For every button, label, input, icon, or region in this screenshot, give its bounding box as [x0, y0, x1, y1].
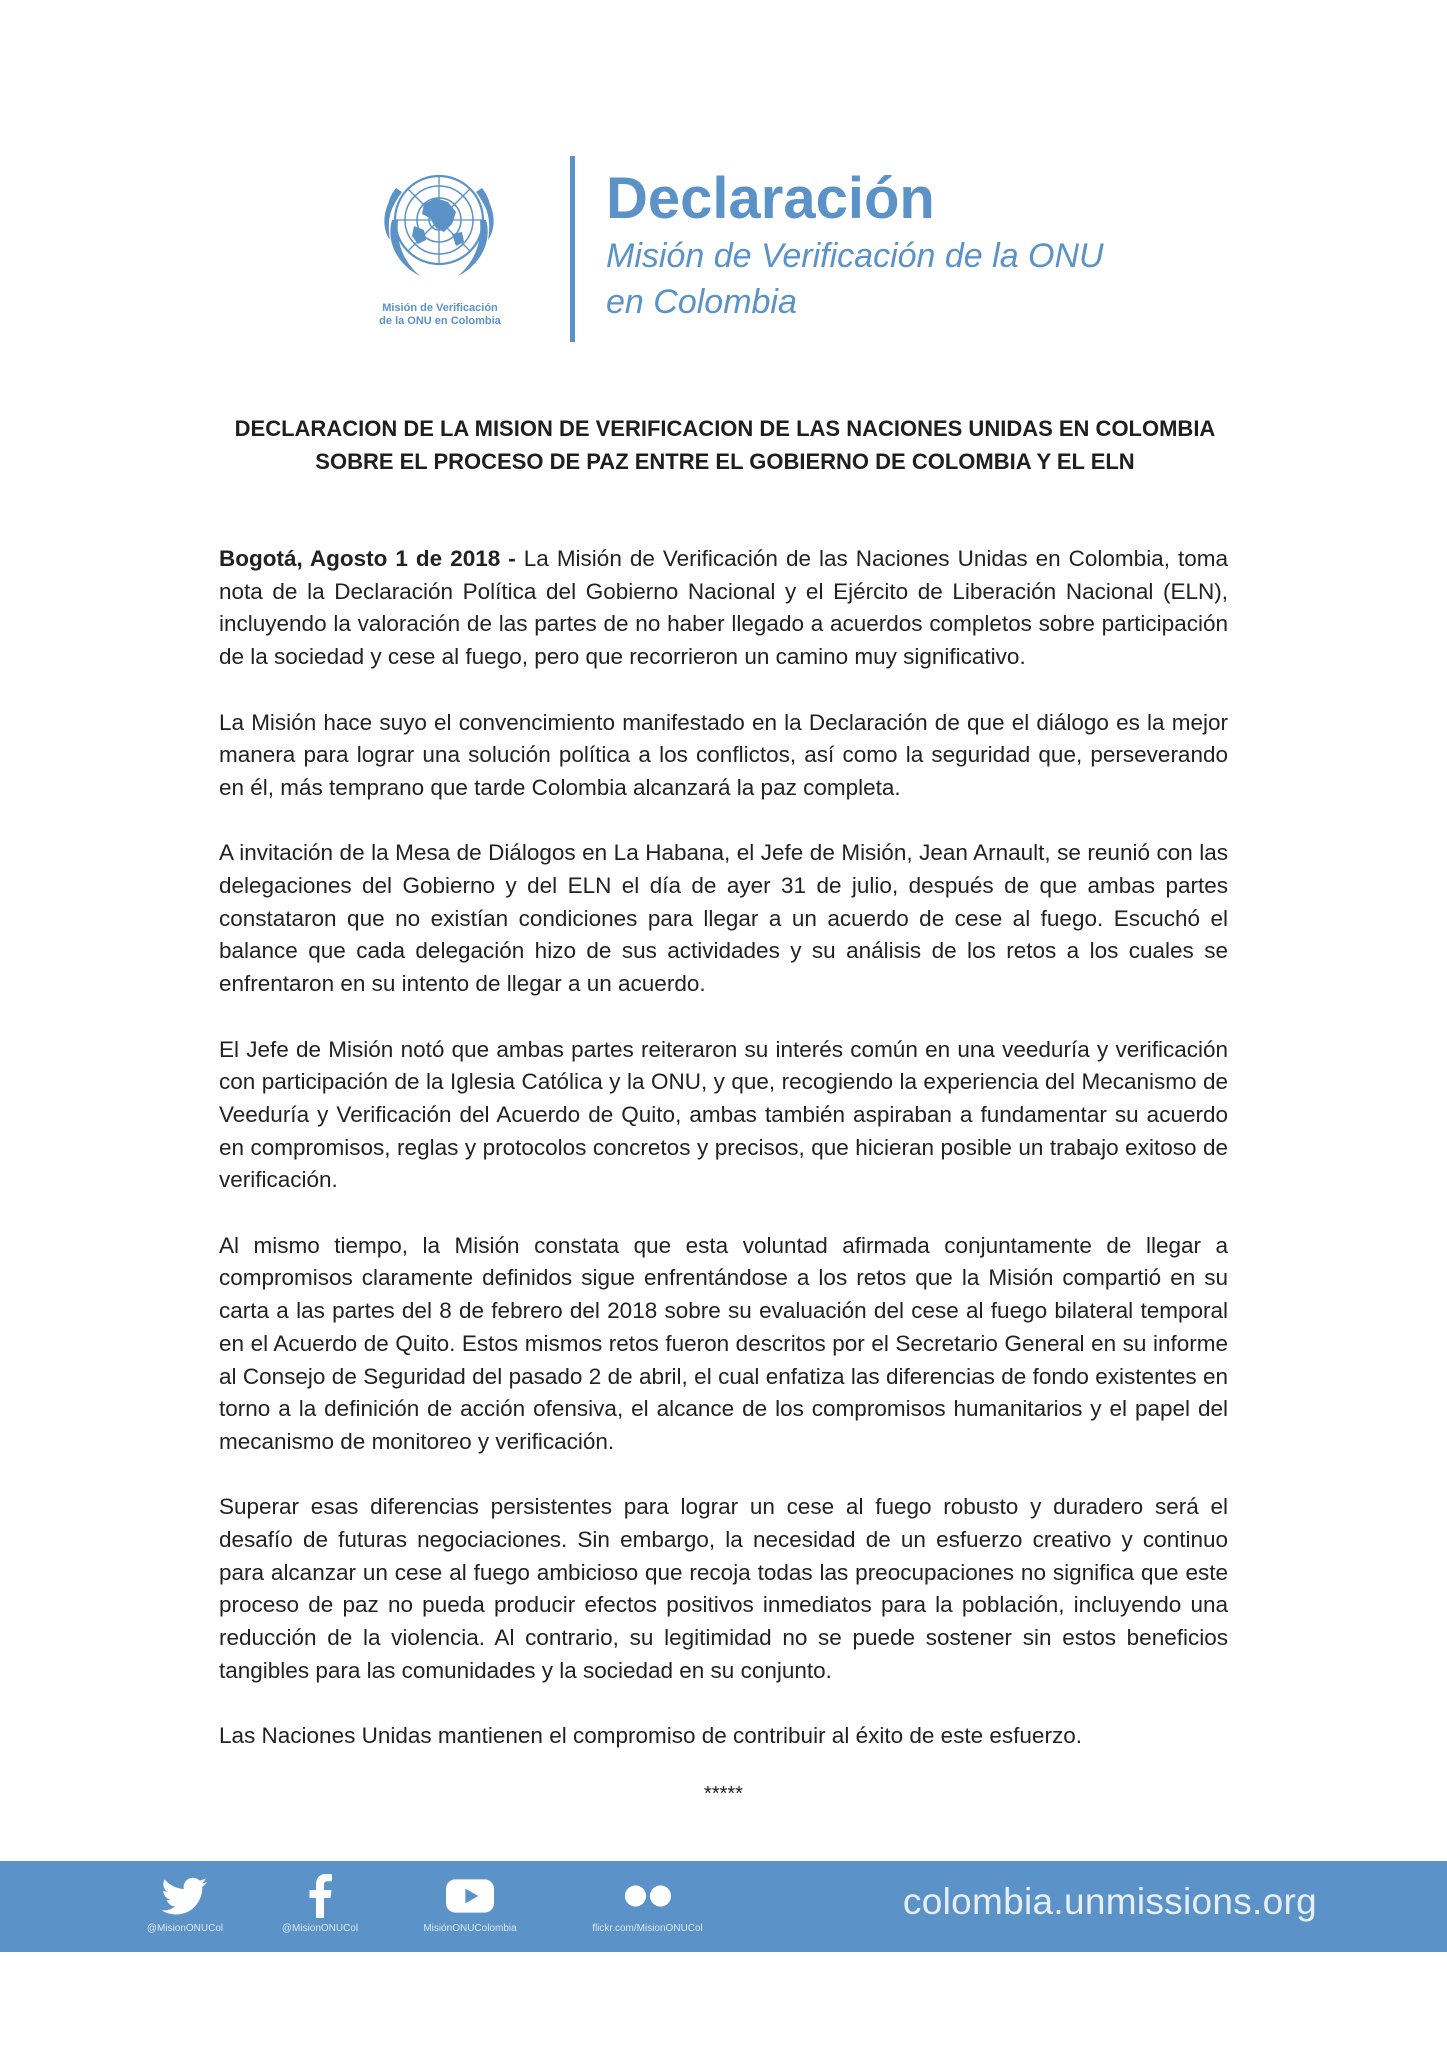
- header-title: Declaración: [606, 166, 935, 231]
- footer-bar: [0, 1861, 1447, 1952]
- paragraph-5: Al mismo tiempo, la Misión constata que esta voluntad afirmada conjuntamente de llegar a compromisos claramente definidos sigue enfrentándose a los retos que la Misión compartió en su carta a las partes del 8 de febrero del 2018 sobre su evaluación del cese al fuego bilateral temporal en el Acuerdo de Quito. Estos mismos retos fueron descritos por el Secretario General en su informe al Consejo de Seguridad del pasado 2 de abril, el cual enfatiza las diferencias de fondo existentes en torno a la definición de acción ofensiva, el alcance de los compromisos humanitarios y el papel del mecanismo de monitoreo y verificación.: [219, 1232, 1228, 1454]
- end-separator: *****: [704, 1783, 743, 1805]
- flickr-icon: [623, 1871, 673, 1921]
- youtube-handle: MisiónONUColombia: [423, 1923, 517, 1934]
- header-divider: [570, 156, 575, 342]
- twitter-link[interactable]: [120, 1871, 250, 1934]
- emblem-caption-line1: Misión de Verificación: [382, 302, 498, 314]
- document-header: [370, 150, 1130, 350]
- facebook-link[interactable]: [255, 1871, 385, 1934]
- document-title-line1: DECLARACION DE LA MISION DE VERIFICACION DE LAS NACIONES UNIDAS EN COLOMBIA: [234, 416, 1216, 441]
- facebook-icon: [308, 1871, 332, 1921]
- youtube-icon: [446, 1871, 494, 1921]
- document-body: [219, 543, 1228, 1786]
- paragraph-7: Las Naciones Unidas mantienen el compromiso de contribuir al éxito de este esfuerzo.: [219, 1723, 1082, 1749]
- emblem-caption-line2: de la ONU en Colombia: [379, 315, 501, 327]
- paragraph-4: El Jefe de Misión notó que ambas partes reiteraron su interés común en una veeduría y verificación con participación de la Iglesia Católica y la ONU, y que, recogiendo la experiencia del Mecanismo de Veeduría y Verificación del Acuerdo de Quito, ambas también aspiraban a fundamentar su acuerdo en compromisos, reglas y protocolos concretos y precisos, que hicieran posible un trabajo exitoso de verificación.: [219, 1036, 1228, 1193]
- paragraph-1-text: La Misión de Verificación de las Naciones Unidas en Colombia, toma nota de la Declaración Política del Gobierno Nacional y el Ejército de Liberación Nacional (ELN), incluyendo la valoración de las partes de no haber llegado a acuerdos completos sobre participación de la sociedad y cese al fuego, pero que recorrieron un camino muy significativo.: [219, 546, 1228, 670]
- youtube-link[interactable]: [395, 1871, 545, 1934]
- paragraph-3: A invitación de la Mesa de Diálogos en La Habana, el Jefe de Misión, Jean Arnault, se reunió con las delegaciones del Gobierno y del ELN el día de ayer 31 de julio, después de que ambas partes constataron que no existían condiciones para llegar a un acuerdo de cese al fuego. Escuchó el balance que cada delegación hizo de sus actividades y su análisis de los retos a los cuales se enfrentaron en su intento de llegar a un acuerdo.: [219, 840, 1228, 997]
- facebook-handle: @MisionONUCol: [281, 1923, 359, 1934]
- flickr-link[interactable]: [560, 1871, 735, 1934]
- paragraph-6: Superar esas diferencias persistentes para lograr un cese al fuego robusto y duradero será el desafío de futuras negociaciones. Sin embargo, la necesidad de un esfuerzo creativo y continuo para alcanzar un cese al fuego ambicioso que recoja todas las preocupaciones no significa que este proceso de paz no pueda producir efectos positivos inmediatos para la población, incluyendo una reducción de la violencia. Al contrario, su legitimidad no se puede sostener sin estos beneficios tangibles para las comunidades y la sociedad en su conjunto.: [219, 1494, 1228, 1683]
- un-emblem-icon: [374, 160, 504, 290]
- dateline: Bogotá, Agosto 1 de 2018 -: [219, 546, 516, 571]
- paragraph-2: La Misión hace suyo el convencimiento manifestado en la Declaración de que el diálogo es la mejor manera para lograr una solución política a los conflictos, así como la seguridad que, perseverando en él, más temprano que tarde Colombia alcanzará la paz completa.: [219, 709, 1228, 800]
- flickr-handle: flickr.com/MisionONUCol: [592, 1923, 703, 1934]
- emblem-caption: [350, 302, 530, 328]
- document-title: [180, 412, 1270, 478]
- header-subtitle-line2: en Colombia: [606, 283, 797, 321]
- header-subtitle-line1: Misión de Verificación de la ONU: [606, 237, 1104, 275]
- paragraph-1: [219, 543, 1228, 674]
- document-title-line2: SOBRE EL PROCESO DE PAZ ENTRE EL GOBIERNO DE COLOMBIA Y EL ELN: [315, 449, 1135, 474]
- twitter-handle: @MisionONUCol: [146, 1923, 224, 1934]
- website-link[interactable]: colombia.unmissions.org: [902, 1881, 1317, 1922]
- twitter-icon: [161, 1871, 209, 1921]
